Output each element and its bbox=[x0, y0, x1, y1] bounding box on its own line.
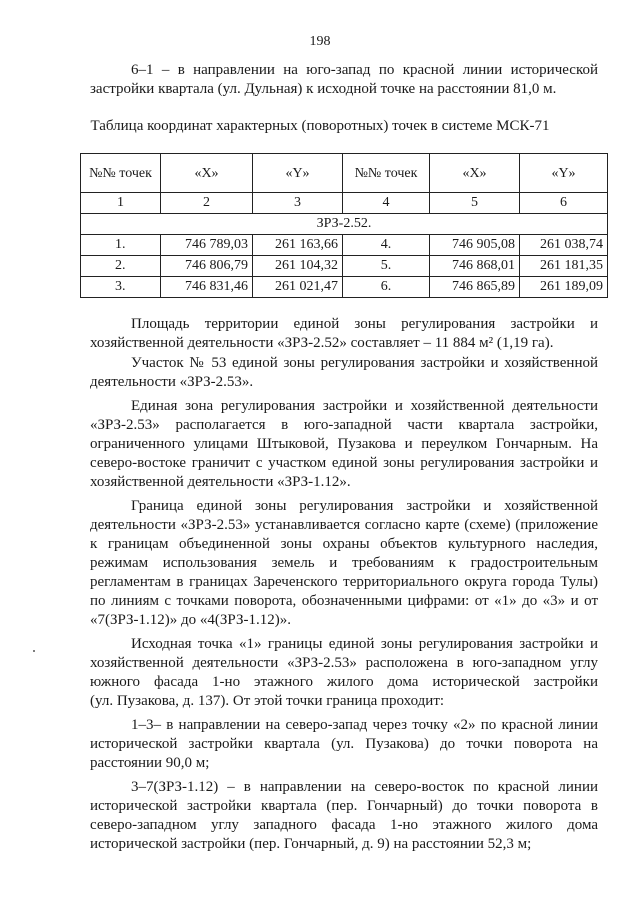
body-line: деятельности «ЗРЗ-2.53». bbox=[90, 374, 254, 390]
body-line: (ул. Пузакова, д. 137). От этой точки граница проходит: bbox=[90, 693, 445, 709]
body-line: Площадь территории единой зоны регулирования застройки и bbox=[131, 316, 598, 332]
table-cell: 261 104,32 bbox=[253, 256, 343, 277]
table-cell: 1 bbox=[81, 193, 161, 214]
table-section-title: ЗРЗ-2.52. bbox=[81, 214, 608, 235]
table-cell: 2. bbox=[81, 256, 161, 277]
body-line: исторической застройки квартала (пер. Гончарный) до точки поворота в bbox=[90, 798, 598, 814]
body-line: 3–7(ЗРЗ-1.12) – в направлении на северо-восток по красной линии bbox=[131, 779, 598, 795]
table-header-cell: «X» bbox=[161, 154, 253, 193]
table-header-cell: №№ точек bbox=[343, 154, 430, 193]
intro-line: застройки квартала (ул. Дульная) к исходной точке на расстоянии 81,0 м. bbox=[90, 81, 557, 97]
table-cell: 3 bbox=[253, 193, 343, 214]
scan-speck bbox=[33, 650, 35, 652]
body-line: исторической застройки (пер. Гончарный, д. 9) на расстоянии 52,3 м; bbox=[90, 836, 532, 852]
body-line: хозяйственной деятельности «ЗРЗ-2.53» расположена в юго-западном углу bbox=[90, 655, 598, 671]
table-cell: 746 831,46 bbox=[161, 277, 253, 298]
body-line: 1–3– в направлении на северо-запад через точку «2» по красной линии bbox=[131, 717, 598, 733]
table-cell: 746 865,89 bbox=[430, 277, 520, 298]
body-line: «7(ЗРЗ-1.12)» до «4(ЗРЗ-1.12)». bbox=[90, 612, 291, 628]
coordinates-table bbox=[80, 153, 608, 298]
table-header-cell: «Y» bbox=[253, 154, 343, 193]
page-number: 198 bbox=[309, 34, 331, 49]
body-line: «ЗРЗ-2.53» располагается в юго-западной части квартала застройки, bbox=[90, 417, 598, 433]
body-line: исторической застройки квартала (ул. Пузакова) до точки поворота на bbox=[90, 736, 598, 752]
body-line: к границам объединенной зоны охраны объектов культурного наследия, bbox=[90, 536, 598, 552]
body-line: режимам использования земель и требованиям к градостроительным bbox=[90, 555, 598, 571]
table-cell: 261 189,09 bbox=[520, 277, 608, 298]
table-cell: 746 806,79 bbox=[161, 256, 253, 277]
table-cell: 261 038,74 bbox=[520, 235, 608, 256]
body-line: хозяйственной деятельности «ЗРЗ-2.52» составляет – 11 884 м² (1,19 га). bbox=[90, 335, 554, 351]
table-cell: 4 bbox=[343, 193, 430, 214]
table-cell: 2 bbox=[161, 193, 253, 214]
body-line: ограниченного улицами Штыковой, Пузакова и переулком Гончарным. На bbox=[90, 436, 598, 452]
table-header-cell: «X» bbox=[430, 154, 520, 193]
table-cell: 6. bbox=[343, 277, 430, 298]
table-header-cell: «Y» bbox=[520, 154, 608, 193]
table-cell: 5. bbox=[343, 256, 430, 277]
table-header-cell: №№ точек bbox=[81, 154, 161, 193]
table-cell: 261 163,66 bbox=[253, 235, 343, 256]
body-line: Участок № 53 единой зоны регулирования застройки и хозяйственной bbox=[131, 355, 598, 371]
table-header-row bbox=[81, 154, 608, 193]
table-caption: Таблица координат характерных (поворотных) точек в системе МСК-71 bbox=[90, 118, 550, 134]
table-section-row bbox=[81, 214, 608, 235]
table-cell: 4. bbox=[343, 235, 430, 256]
body-line: северо-востоке граничит с участком единой зоны регулирования застройки и bbox=[90, 455, 598, 471]
table-cell: 746 868,01 bbox=[430, 256, 520, 277]
table-row bbox=[81, 235, 608, 256]
body-line: Граница единой зоны регулирования застройки и хозяйственной bbox=[131, 498, 598, 514]
table-cell: 5 bbox=[430, 193, 520, 214]
body-line: южного фасада 1-но этажного жилого дома исторической застройки bbox=[90, 674, 598, 690]
body-line: Единая зона регулирования застройки и хозяйственной деятельности bbox=[131, 398, 598, 414]
table-cell: 261 021,47 bbox=[253, 277, 343, 298]
table-row bbox=[81, 277, 608, 298]
body-line: северо-западном углу западного фасада 1-но этажного жилого дома bbox=[90, 817, 598, 833]
table-cell: 3. bbox=[81, 277, 161, 298]
table-cell: 1. bbox=[81, 235, 161, 256]
body-line: хозяйственной деятельности «ЗРЗ-1.12». bbox=[90, 474, 351, 490]
body-line: деятельности «ЗРЗ-2.53» устанавливается согласно карте (схеме) (приложение bbox=[90, 517, 598, 533]
body-line: расстоянии 90,0 м; bbox=[90, 755, 210, 771]
table-row bbox=[81, 256, 608, 277]
table-cell: 746 905,08 bbox=[430, 235, 520, 256]
body-line: по линиям с точками поворота, обозначенными цифрами: от «1» до «3» и от bbox=[90, 593, 598, 609]
intro-line: 6–1 – в направлении на юго-запад по красной линии исторической bbox=[131, 62, 598, 78]
table-cell: 261 181,35 bbox=[520, 256, 608, 277]
table-index-row bbox=[81, 193, 608, 214]
body-line: Исходная точка «1» границы единой зоны регулирования застройки и bbox=[131, 636, 598, 652]
table-cell: 746 789,03 bbox=[161, 235, 253, 256]
body-line: регламентам в границах Зареченского территориального округа города Тулы) bbox=[90, 574, 598, 590]
table-cell: 6 bbox=[520, 193, 608, 214]
